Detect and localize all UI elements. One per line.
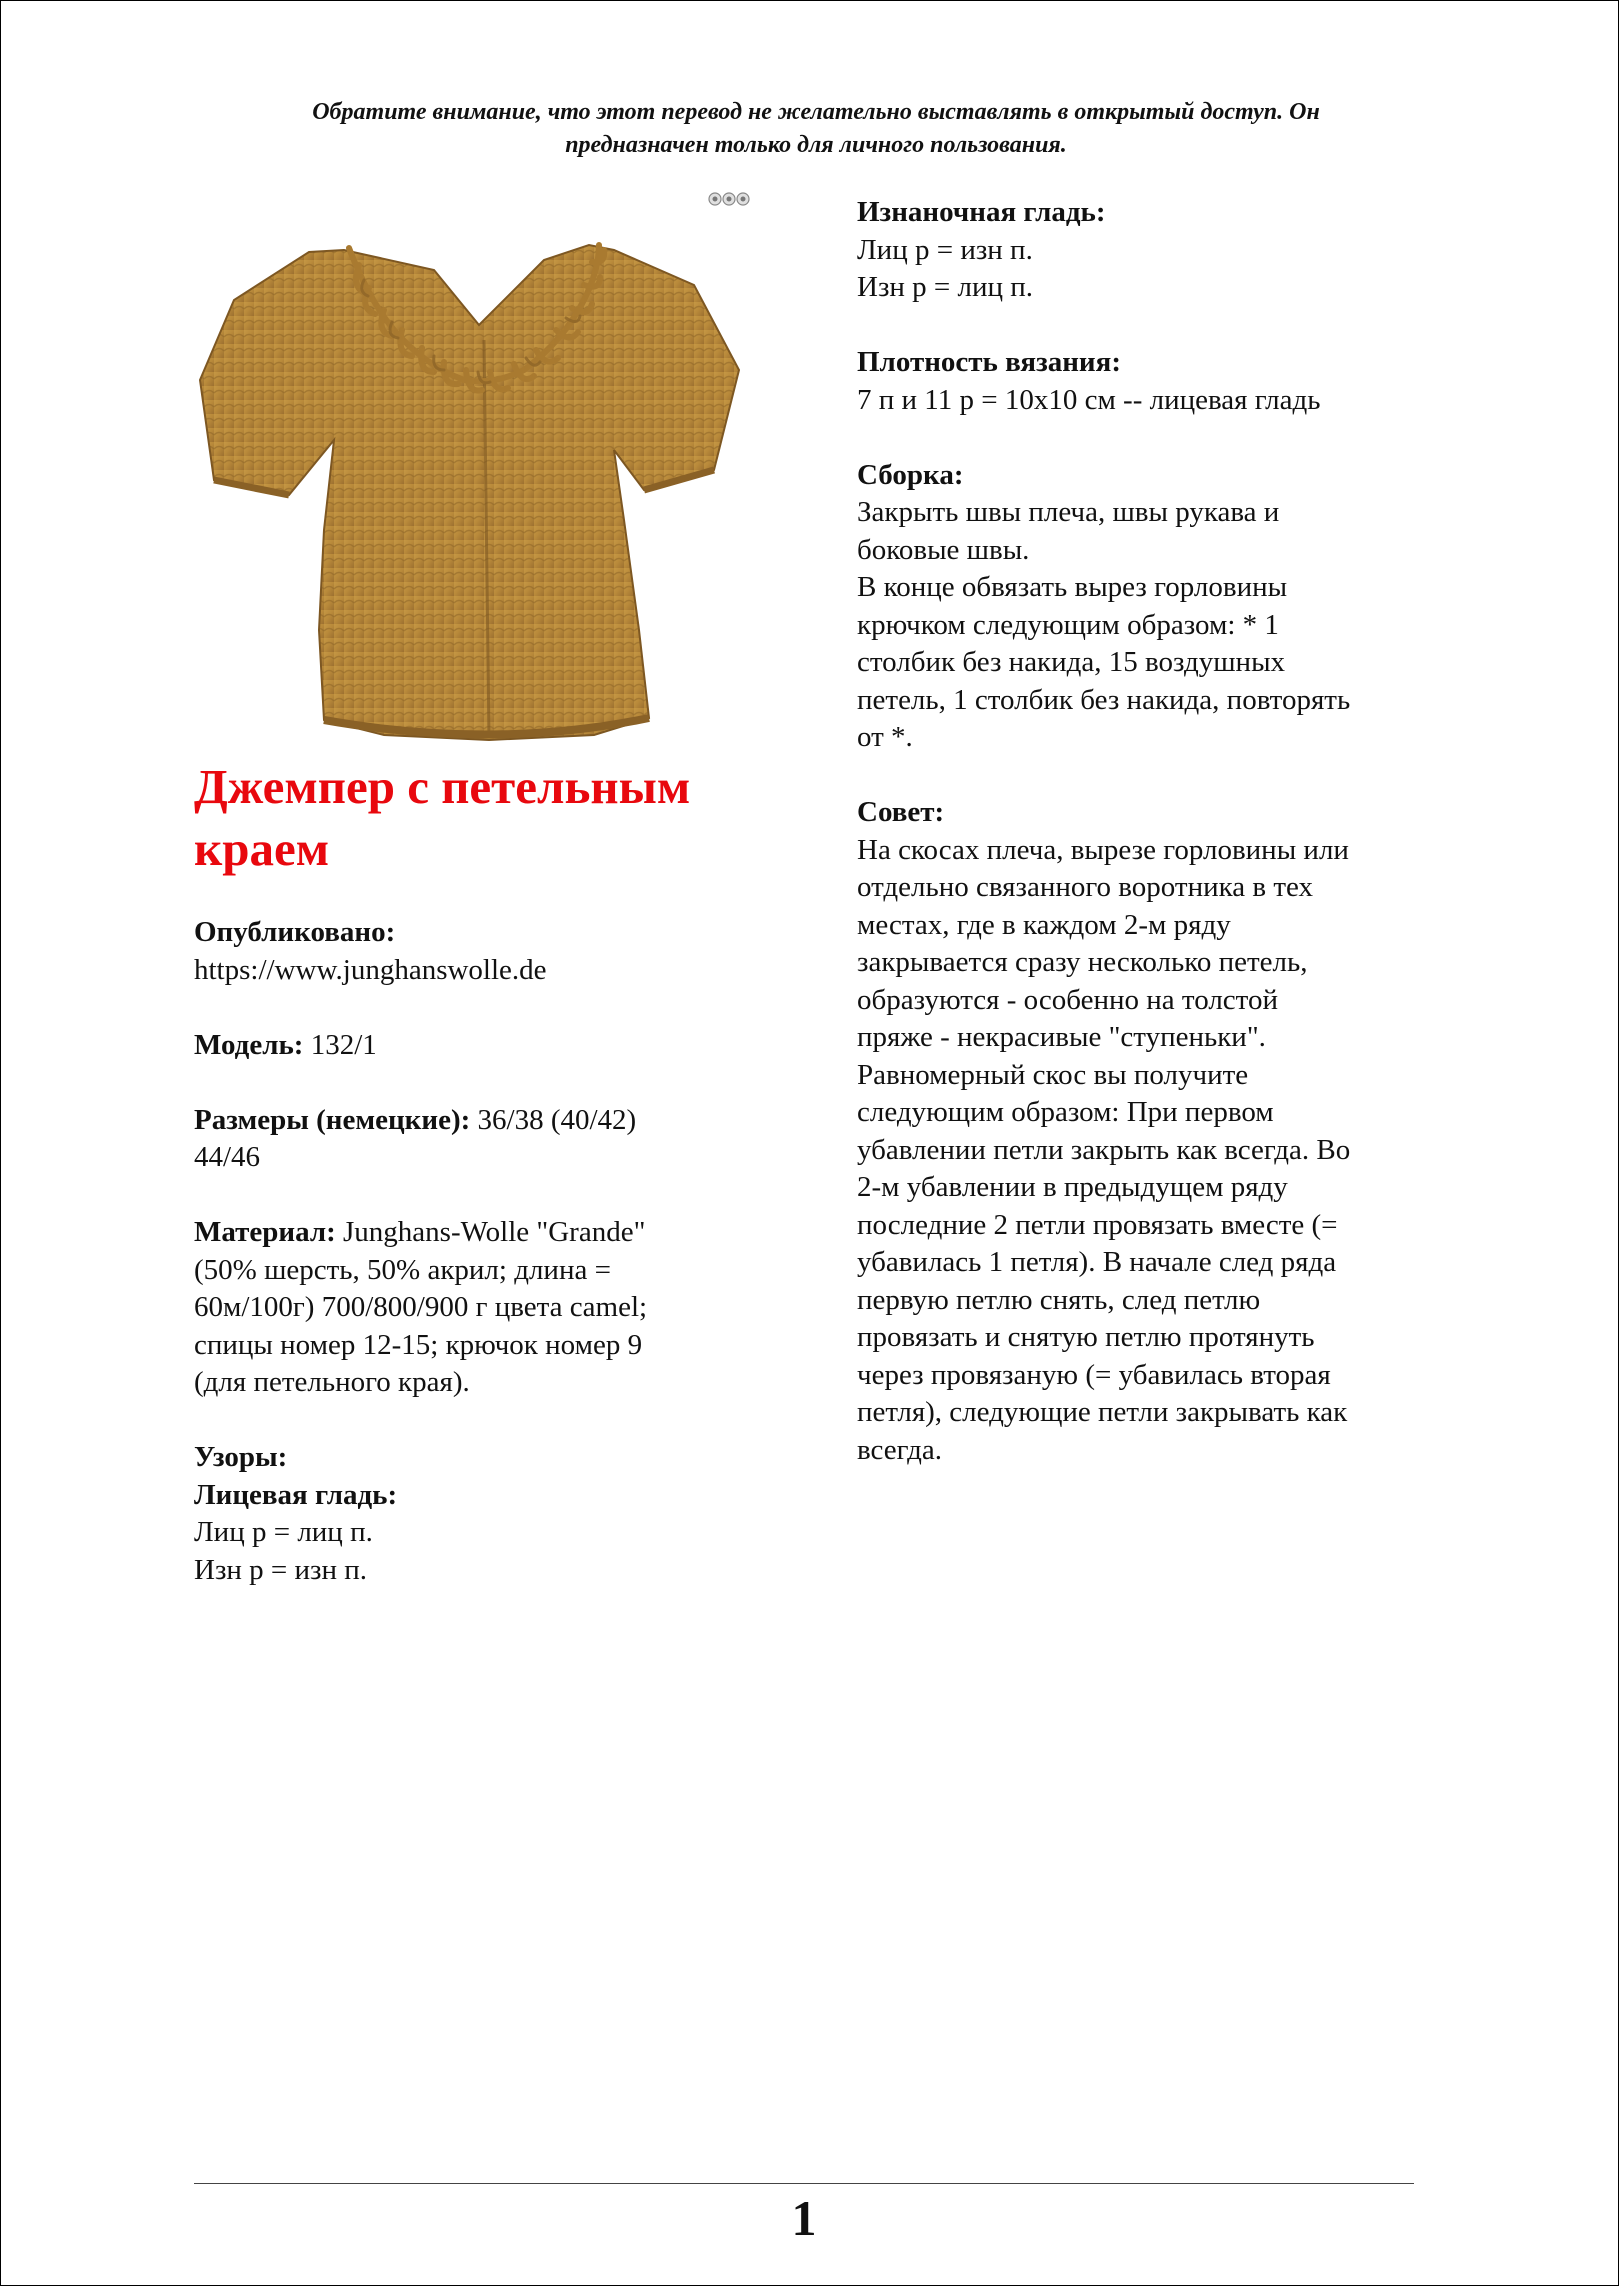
stockinette-line: Изн р = изн п. xyxy=(194,1553,368,1586)
material-line: 60м/100г) 700/800/900 г цвета camel; xyxy=(194,1291,648,1323)
tip-line: пряже - некрасивые "ступеньки". xyxy=(857,1021,1266,1053)
stockinette-line: Лиц р = лиц п. xyxy=(194,1516,373,1548)
tip-label: Совет: xyxy=(857,796,945,828)
page-title xyxy=(194,756,794,880)
tip-line: последние 2 петли провязать вместе (= xyxy=(857,1208,1338,1241)
model-value: 132/1 xyxy=(310,1028,377,1061)
published-label: Опубликовано: xyxy=(194,916,396,948)
material-label: Материал: xyxy=(194,1216,336,1248)
reverse-stockinette-section xyxy=(857,194,1437,307)
gauge-label: Плотность вязания: xyxy=(857,346,1121,378)
tip-line: первую петлю снять, след петлю xyxy=(857,1283,1261,1316)
title-line: Джемпер с петельным xyxy=(194,759,691,814)
tip-line: 2-м убавлении в предыдущем ряду xyxy=(857,1171,1288,1203)
tip-line: убавилась 1 петля). В начале след ряда xyxy=(857,1246,1337,1278)
patterns-label: Узоры: xyxy=(194,1441,288,1473)
left-column xyxy=(194,914,754,1589)
model-section xyxy=(194,1027,754,1065)
tip-line: местах, где в каждом 2-м ряду xyxy=(857,908,1231,941)
assembly-line: крючком следующим образом: * 1 xyxy=(857,608,1279,641)
title-line: краем xyxy=(194,821,330,876)
stockinette-label: Лицевая гладь: xyxy=(194,1478,398,1511)
material-value: Junghans-Wolle "Grande" xyxy=(343,1216,646,1248)
tip-line: Равномерный скос вы получите xyxy=(857,1058,1249,1091)
patterns-section xyxy=(194,1439,754,1589)
sizes-section xyxy=(194,1102,754,1177)
page-number: 1 xyxy=(791,2190,817,2246)
tip-section xyxy=(857,794,1437,1469)
tip-line: провязать и снятую петлю протянуть xyxy=(857,1321,1315,1353)
assembly-line: боковые швы. xyxy=(857,533,1030,566)
tip-line: следующим образом: При первом xyxy=(857,1096,1274,1128)
assembly-line: Закрыть швы плеча, швы рукава и xyxy=(857,496,1280,528)
assembly-section xyxy=(857,457,1437,757)
gauge-section xyxy=(857,344,1437,419)
notice-line: Обратите внимание, что этот перевод не желательно выставлять в открытый доступ. Он xyxy=(312,99,1320,125)
tip-line: петля), следующие петли закрывать как xyxy=(857,1396,1348,1428)
right-column xyxy=(857,194,1437,1469)
sizes-value-2: 44/46 xyxy=(194,1141,261,1173)
tip-line: На скосах плеча, вырезе горловины или xyxy=(857,833,1349,866)
assembly-label: Сборка: xyxy=(857,458,964,491)
published-section xyxy=(194,914,754,989)
reverse-stockinette-line: Изн р = лиц п. xyxy=(857,271,1034,303)
assembly-line: от *. xyxy=(857,721,913,753)
reverse-stockinette-line: Лиц р = изн п. xyxy=(857,233,1033,266)
tip-line: образуются - особенно на толстой xyxy=(857,983,1278,1016)
assembly-line: В конце обвязать вырез горловины xyxy=(857,571,1288,603)
tip-line: убавлении петли закрыть как всегда. Во xyxy=(857,1133,1351,1166)
assembly-line: столбик без накида, 15 воздушных xyxy=(857,646,1286,678)
assembly-line: петель, 1 столбик без накида, повторять xyxy=(857,683,1351,716)
sizes-label: Размеры (немецкие): xyxy=(194,1103,471,1136)
tip-line: всегда. xyxy=(857,1433,942,1466)
sweater-photo xyxy=(194,190,754,752)
tip-line: через провязаную (= убавилась вторая xyxy=(857,1358,1331,1391)
published-value: https://www.junghanswolle.de xyxy=(194,953,547,986)
material-section xyxy=(194,1214,754,1402)
footer-divider xyxy=(194,2183,1414,2184)
material-line: спицы номер 12-15; крючок номер 9 xyxy=(194,1328,643,1361)
reverse-stockinette-label: Изнаночная гладь: xyxy=(857,196,1106,228)
tip-line: отдельно связанного воротника в тех xyxy=(857,871,1314,903)
tip-line: закрывается сразу несколько петель, xyxy=(857,946,1308,978)
model-label: Модель: xyxy=(194,1028,304,1061)
sweater-illustration xyxy=(194,190,754,752)
material-line: (50% шерсть, 50% акрил; длина = xyxy=(194,1253,611,1286)
privacy-notice xyxy=(180,96,1452,162)
gauge-value: 7 п и 11 р = 10х10 см -- лицевая гладь xyxy=(857,383,1321,416)
material-line: (для петельного края). xyxy=(194,1366,470,1398)
more-dots-icon xyxy=(709,193,749,205)
notice-line: предназначен только для личного пользования. xyxy=(565,132,1067,158)
sizes-value: 36/38 (40/42) xyxy=(477,1103,637,1136)
